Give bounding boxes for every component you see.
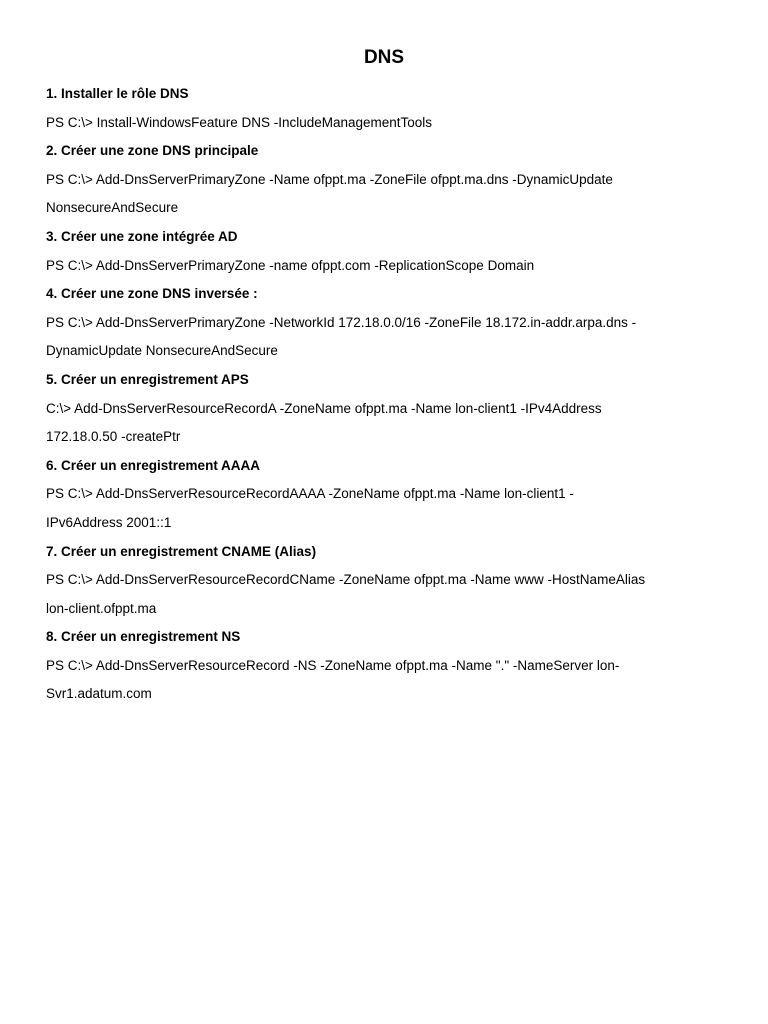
step-heading: 8. Créer un enregistrement NS	[46, 629, 241, 645]
step-heading: 3. Créer une zone intégrée AD	[46, 228, 238, 244]
step-cname-record	[46, 538, 726, 624]
command-line: NonsecureAndSecure	[46, 200, 179, 216]
step-heading: 2. Créer une zone DNS principale	[46, 143, 259, 159]
command-line: C:\> Add-DnsServerResourceRecordA -ZoneName ofppt.ma -Name lon-client1 -IPv4Address	[46, 400, 602, 416]
step-heading: 7. Créer un enregistrement CNAME (Alias)	[46, 543, 317, 559]
command-line: IPv6Address 2001::1	[46, 514, 172, 530]
command-line: Svr1.adatum.com	[46, 686, 152, 702]
command-line: PS C:\> Add-DnsServerPrimaryZone -name ofppt.com -ReplicationScope Domain	[46, 257, 535, 273]
step-ns-record	[46, 623, 726, 709]
step-aaaa-record	[46, 452, 726, 538]
step-reverse-zone	[46, 280, 726, 366]
command-line: PS C:\> Add-DnsServerPrimaryZone -Name ofppt.ma -ZoneFile ofppt.ma.dns -DynamicUpdate	[46, 171, 613, 187]
document-body	[46, 80, 726, 709]
command-line: PS C:\> Add-DnsServerResourceRecordAAAA -ZoneName ofppt.ma -Name lon-client1 -	[46, 486, 574, 502]
command-line: PS C:\> Install-WindowsFeature DNS -IncludeManagementTools	[46, 114, 433, 130]
step-heading: 6. Créer un enregistrement AAAA	[46, 457, 261, 473]
step-ad-integrated-zone	[46, 223, 726, 280]
step-primary-zone	[46, 137, 726, 223]
step-heading: 4. Créer une zone DNS inversée :	[46, 286, 258, 302]
command-line: 172.18.0.50 -createPtr	[46, 429, 181, 445]
step-heading: 1. Installer le rôle DNS	[46, 86, 189, 101]
step-a-record	[46, 366, 726, 452]
page-title: DNS	[363, 47, 405, 68]
command-line: lon-client.ofppt.ma	[46, 600, 157, 616]
step-heading: 5. Créer un enregistrement APS	[46, 371, 249, 387]
command-line: PS C:\> Add-DnsServerResourceRecordCName -ZoneName ofppt.ma -Name www -HostNameAlias	[46, 572, 646, 588]
step-install-dns-role	[46, 80, 726, 137]
command-line: PS C:\> Add-DnsServerPrimaryZone -NetworkId 172.18.0.0/16 -ZoneFile 18.172.in-addr.arpa.dns -	[46, 314, 637, 330]
command-line: DynamicUpdate NonsecureAndSecure	[46, 343, 278, 359]
command-line: PS C:\> Add-DnsServerResourceRecord -NS -ZoneName ofppt.ma -Name "." -NameServer lon-	[46, 657, 620, 673]
